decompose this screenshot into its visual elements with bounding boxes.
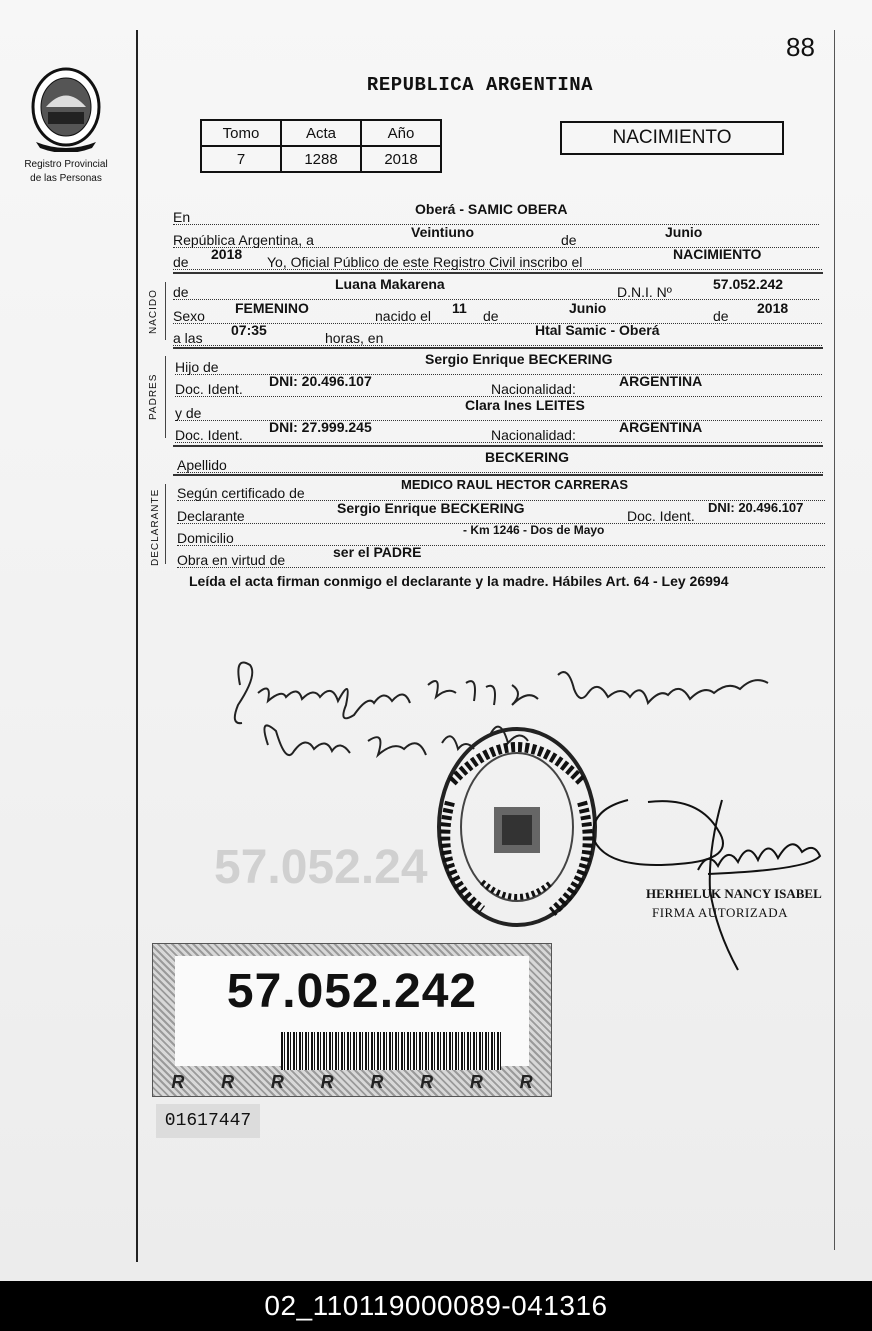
r-letter: R — [270, 1071, 284, 1092]
serial-number: 01617447 — [156, 1104, 260, 1138]
tomo-value: 7 — [201, 146, 281, 172]
day-text-value: Veintiuno — [411, 224, 474, 240]
acta-label: Acta — [281, 120, 361, 146]
r-letter: R — [171, 1071, 185, 1092]
page-title: REPUBLICA ARGENTINA — [366, 74, 594, 96]
tomo-label: Tomo — [201, 120, 281, 146]
declarante-row-obra — [177, 544, 825, 568]
section-divider — [173, 272, 823, 274]
padres-bracket — [165, 356, 166, 438]
certificado-label: Según certificado de — [177, 485, 305, 501]
misiones-seal-icon — [26, 62, 106, 152]
hora-value: 07:35 — [231, 322, 267, 338]
declarante-section-label: DECLARANTE — [150, 488, 161, 566]
padres-row-father-doc — [175, 373, 822, 397]
declarante-label: Declarante — [177, 508, 245, 524]
barcode-inner — [175, 956, 529, 1066]
left-margin-line — [136, 30, 138, 1262]
section-divider — [173, 347, 823, 349]
hijo-de-label: Hijo de — [175, 359, 219, 375]
declarante-doc-value: DNI: 20.496.107 — [708, 500, 804, 515]
dni-label: D.N.I. Nº — [617, 284, 672, 300]
r-letter: R — [469, 1071, 483, 1092]
page-number: 88 — [786, 32, 815, 62]
obra-label: Obra en virtud de — [177, 552, 286, 568]
closing-text: Leída el acta firman conmigo el declarante y la madre. Hábiles Art. 64 - Ley 26994 — [189, 573, 729, 589]
year-prefix-label: de — [173, 254, 189, 270]
place-value: Oberá - SAMIC OBERA — [415, 201, 568, 217]
officer-text: Yo, Oficial Público de este Registro Civil inscribo el — [267, 254, 583, 270]
r-letter: R — [519, 1071, 533, 1092]
sexo-value: FEMENINO — [235, 300, 309, 316]
nacido-section-label: NACIDO — [148, 289, 159, 334]
apellido-label: Apellido — [177, 457, 227, 473]
doc-ident-label-2: Doc. Ident. — [175, 427, 243, 443]
mother-nationality-value: ARGENTINA — [619, 419, 703, 435]
right-margin-line — [834, 30, 835, 1250]
nacido-el-label: nacido el — [375, 308, 432, 324]
anio-value: 2018 — [361, 146, 441, 172]
father-doc-value: DNI: 20.496.107 — [269, 373, 372, 389]
logo-caption-2: de las Personas — [30, 173, 102, 184]
sexo-label: Sexo — [173, 308, 205, 324]
r-letter: R — [221, 1071, 235, 1092]
child-dni-value: 57.052.242 — [713, 276, 784, 292]
child-name-value: Luana Makarena — [335, 276, 445, 292]
birth-year-value: 2018 — [757, 300, 789, 316]
authority-role: FIRMA AUTORIZADA — [652, 905, 788, 920]
y-de-label: y de — [175, 405, 202, 421]
year-value: 2018 — [211, 246, 243, 262]
r-letter: R — [320, 1071, 334, 1092]
declarante-bracket — [165, 484, 166, 564]
de-label-3: de — [713, 308, 729, 324]
de-name-label: de — [173, 284, 189, 300]
nacido-bracket — [165, 282, 166, 340]
birth-place-value: Htal Samic - Oberá — [535, 322, 660, 338]
intro-row-place — [173, 201, 819, 225]
acta-value: 1288 — [281, 146, 361, 172]
obra-value: ser el PADRE — [333, 544, 422, 560]
barcode-bars — [281, 1032, 501, 1070]
intro-row-year — [173, 246, 822, 270]
en-label: En — [173, 209, 191, 225]
birth-month-value: Junio — [569, 300, 607, 316]
declarante-doc-label: Doc. Ident. — [627, 508, 695, 524]
r-letter: R — [370, 1071, 384, 1092]
domicilio-value: - Km 1246 - Dos de Mayo — [463, 523, 605, 537]
official-stamp — [432, 722, 602, 932]
padres-row-mother-doc — [175, 419, 822, 443]
republica-label: República Argentina, a — [173, 232, 314, 248]
hora-prefix-label: a las — [173, 330, 203, 346]
de-label-2: de — [483, 308, 499, 324]
father-name-value: Sergio Enrique BECKERING — [425, 351, 613, 367]
nacionalidad-label-2: Nacionalidad: — [491, 427, 576, 443]
hora-suffix-label: horas, en — [325, 330, 384, 346]
nacido-row-name — [173, 276, 819, 300]
apellido-row — [177, 449, 823, 473]
authority-name: HERHELUK NANCY ISABEL — [646, 886, 822, 901]
record-type-box: NACIMIENTO — [560, 121, 784, 155]
registry-logo — [14, 62, 118, 185]
r-letter: R — [420, 1071, 434, 1092]
father-nationality-value: ARGENTINA — [619, 373, 703, 389]
doc-ident-label: Doc. Ident. — [175, 381, 243, 397]
logo-caption-1: Registro Provincial — [24, 159, 108, 170]
nacionalidad-label: Nacionalidad: — [491, 381, 576, 397]
mother-name-value: Clara Ines LEITES — [465, 397, 585, 413]
mother-doc-value: DNI: 27.999.245 — [269, 419, 372, 435]
de-label: de — [561, 232, 577, 248]
domicilio-label: Domicilio — [177, 530, 234, 546]
month-value: Junio — [665, 224, 703, 240]
authority-signature — [588, 790, 838, 980]
ghost-number: 57.052.24 — [214, 841, 428, 894]
footer-file-id: 02_110119000089-041316 — [0, 1281, 872, 1331]
barcode-number: 57.052.242 — [226, 965, 478, 1018]
nacido-row-time — [173, 322, 822, 346]
barcode-r-strip — [153, 1068, 551, 1096]
certificado-value: MEDICO RAUL HECTOR CARRERAS — [401, 477, 629, 492]
declarante-row-address — [177, 523, 825, 546]
birth-day-value: 11 — [452, 300, 467, 316]
apellido-value: BECKERING — [485, 449, 570, 465]
anio-label: Año — [361, 120, 441, 146]
barcode-label — [152, 943, 552, 1097]
act-value: NACIMIENTO — [673, 246, 762, 262]
record-header-table — [200, 119, 442, 173]
declarante-value: Sergio Enrique BECKERING — [337, 500, 525, 516]
section-divider — [173, 445, 823, 447]
padres-section-label: PADRES — [148, 373, 159, 420]
nacido-row-sex — [173, 300, 822, 324]
